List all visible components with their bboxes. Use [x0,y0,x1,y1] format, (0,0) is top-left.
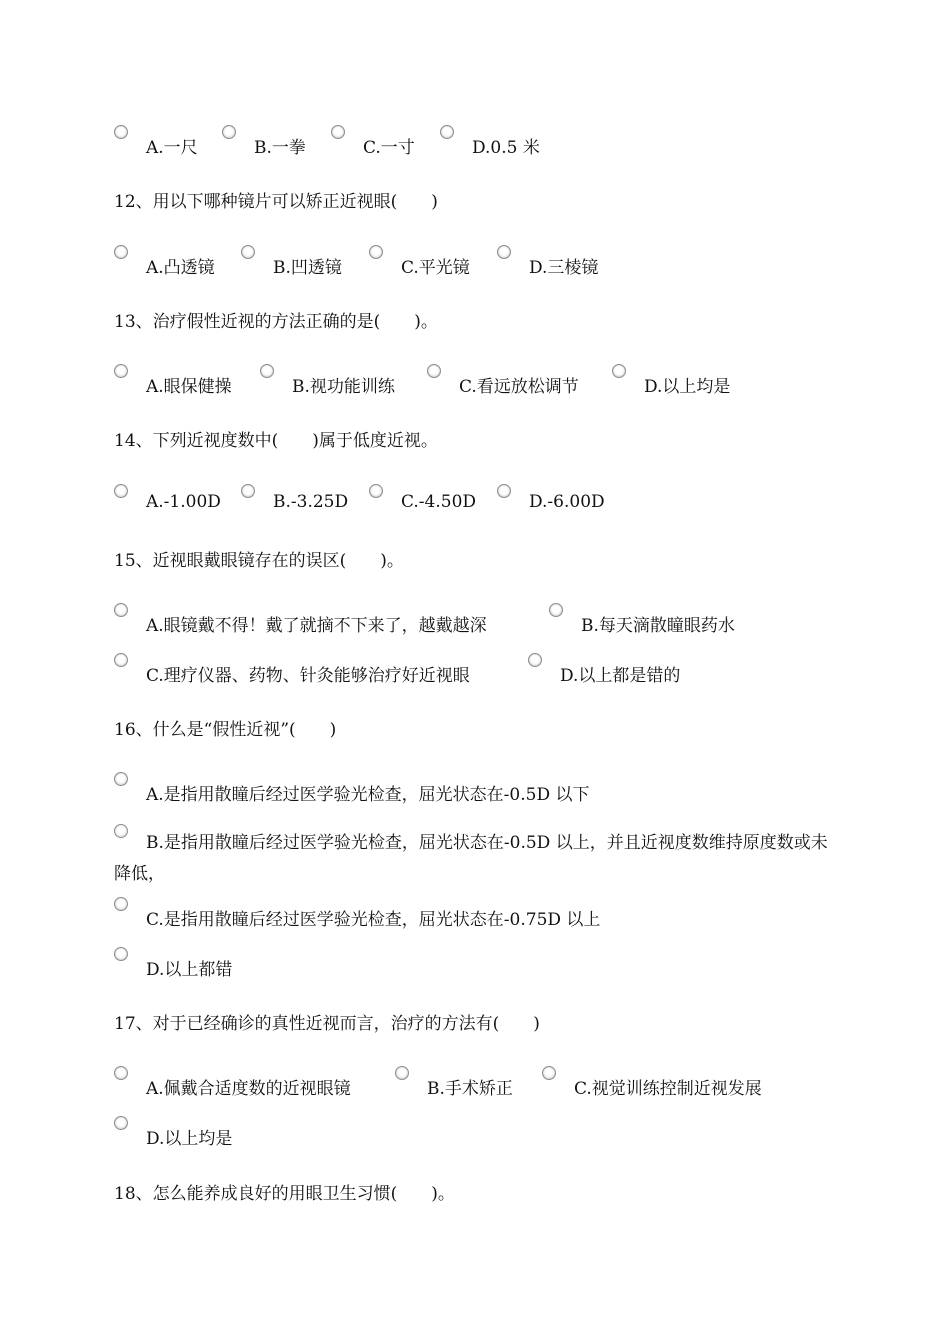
option-label: B.每天滴散瞳眼药水 [581,616,735,636]
option-label: B.手术矫正 [427,1079,513,1099]
option-label: C.视觉训练控制近视发展 [574,1079,762,1099]
radio-button[interactable] [528,653,542,667]
radio-button[interactable] [497,245,511,259]
radio-button[interactable] [114,1066,128,1080]
radio-button[interactable] [427,364,441,378]
option-label: C.看远放松调节 [459,377,579,397]
option-label: C.-4.50D [401,492,477,512]
radio-button[interactable] [369,245,383,259]
radio-button[interactable] [114,245,128,259]
radio-button[interactable] [440,125,454,139]
radio-button[interactable] [612,364,626,378]
option-label: D.-6.00D [529,492,605,512]
option-label: D.以上都错 [146,960,233,980]
option-label: A.眼保健操 [146,377,232,397]
option-label: B.-3.25D [273,492,349,512]
radio-button[interactable] [260,364,274,378]
radio-button[interactable] [497,484,511,498]
radio-button[interactable] [114,364,128,378]
option-label: D.以上都是错的 [560,666,681,686]
radio-button[interactable] [114,653,128,667]
option-label: A.一尺 [146,138,198,158]
question-16: 16、什么是“假性近视”( ) [114,720,337,740]
radio-button[interactable] [114,824,128,838]
radio-button[interactable] [114,772,128,786]
question-14: 14、下列近视度数中( )属于低度近视。 [114,431,438,451]
option-label: A.眼镜戴不得！戴了就摘不下来了，越戴越深 [146,616,487,636]
radio-button[interactable] [114,603,128,617]
q16-option-b[interactable] [114,824,834,890]
option-label: C.是指用散瞳后经过医学验光检查，屈光状态在-0.75D 以上 [146,910,601,930]
option-label: B.一拳 [254,138,306,158]
option-label: D.以上均是 [644,377,731,397]
option-label: A.佩戴合适度数的近视眼镜 [146,1079,351,1099]
radio-button[interactable] [369,484,383,498]
option-label: C.平光镜 [401,258,470,278]
radio-button[interactable] [114,897,128,911]
option-label: C.理疗仪器、药物、针灸能够治疗好近视眼 [146,666,470,686]
radio-button[interactable] [395,1066,409,1080]
radio-button[interactable] [241,245,255,259]
option-label: D.0.5 米 [472,138,540,158]
option-label: A.凸透镜 [146,258,215,278]
radio-button[interactable] [114,1116,128,1130]
radio-button[interactable] [331,125,345,139]
option-label: A.是指用散瞳后经过医学验光检查，屈光状态在-0.5D 以下 [146,785,590,805]
radio-button[interactable] [222,125,236,139]
radio-button[interactable] [114,484,128,498]
question-15: 15、近视眼戴眼镜存在的误区( )。 [114,551,404,571]
question-18: 18、怎么能养成良好的用眼卫生习惯( )。 [114,1184,455,1204]
option-label: B.视功能训练 [292,377,395,397]
option-label: B.凹透镜 [273,258,342,278]
radio-button[interactable] [114,947,128,961]
option-label: D.以上均是 [146,1129,233,1149]
option-label: A.-1.00D [146,492,221,512]
option-label: D.三棱镜 [529,258,599,278]
radio-button[interactable] [114,125,128,139]
radio-button[interactable] [549,603,563,617]
question-17: 17、对于已经确诊的真性近视而言，治疗的方法有( ) [114,1014,540,1034]
option-label: C.一寸 [363,138,415,158]
question-12: 12、用以下哪种镜片可以矫正近视眼( ) [114,192,438,212]
option-label: B.是指用散瞳后经过医学验光检查，屈光状态在-0.5D 以上，并且近视度数维持原度数或未降低， [114,833,828,884]
radio-button[interactable] [542,1066,556,1080]
question-13: 13、治疗假性近视的方法正确的是( )。 [114,312,438,332]
radio-button[interactable] [241,484,255,498]
